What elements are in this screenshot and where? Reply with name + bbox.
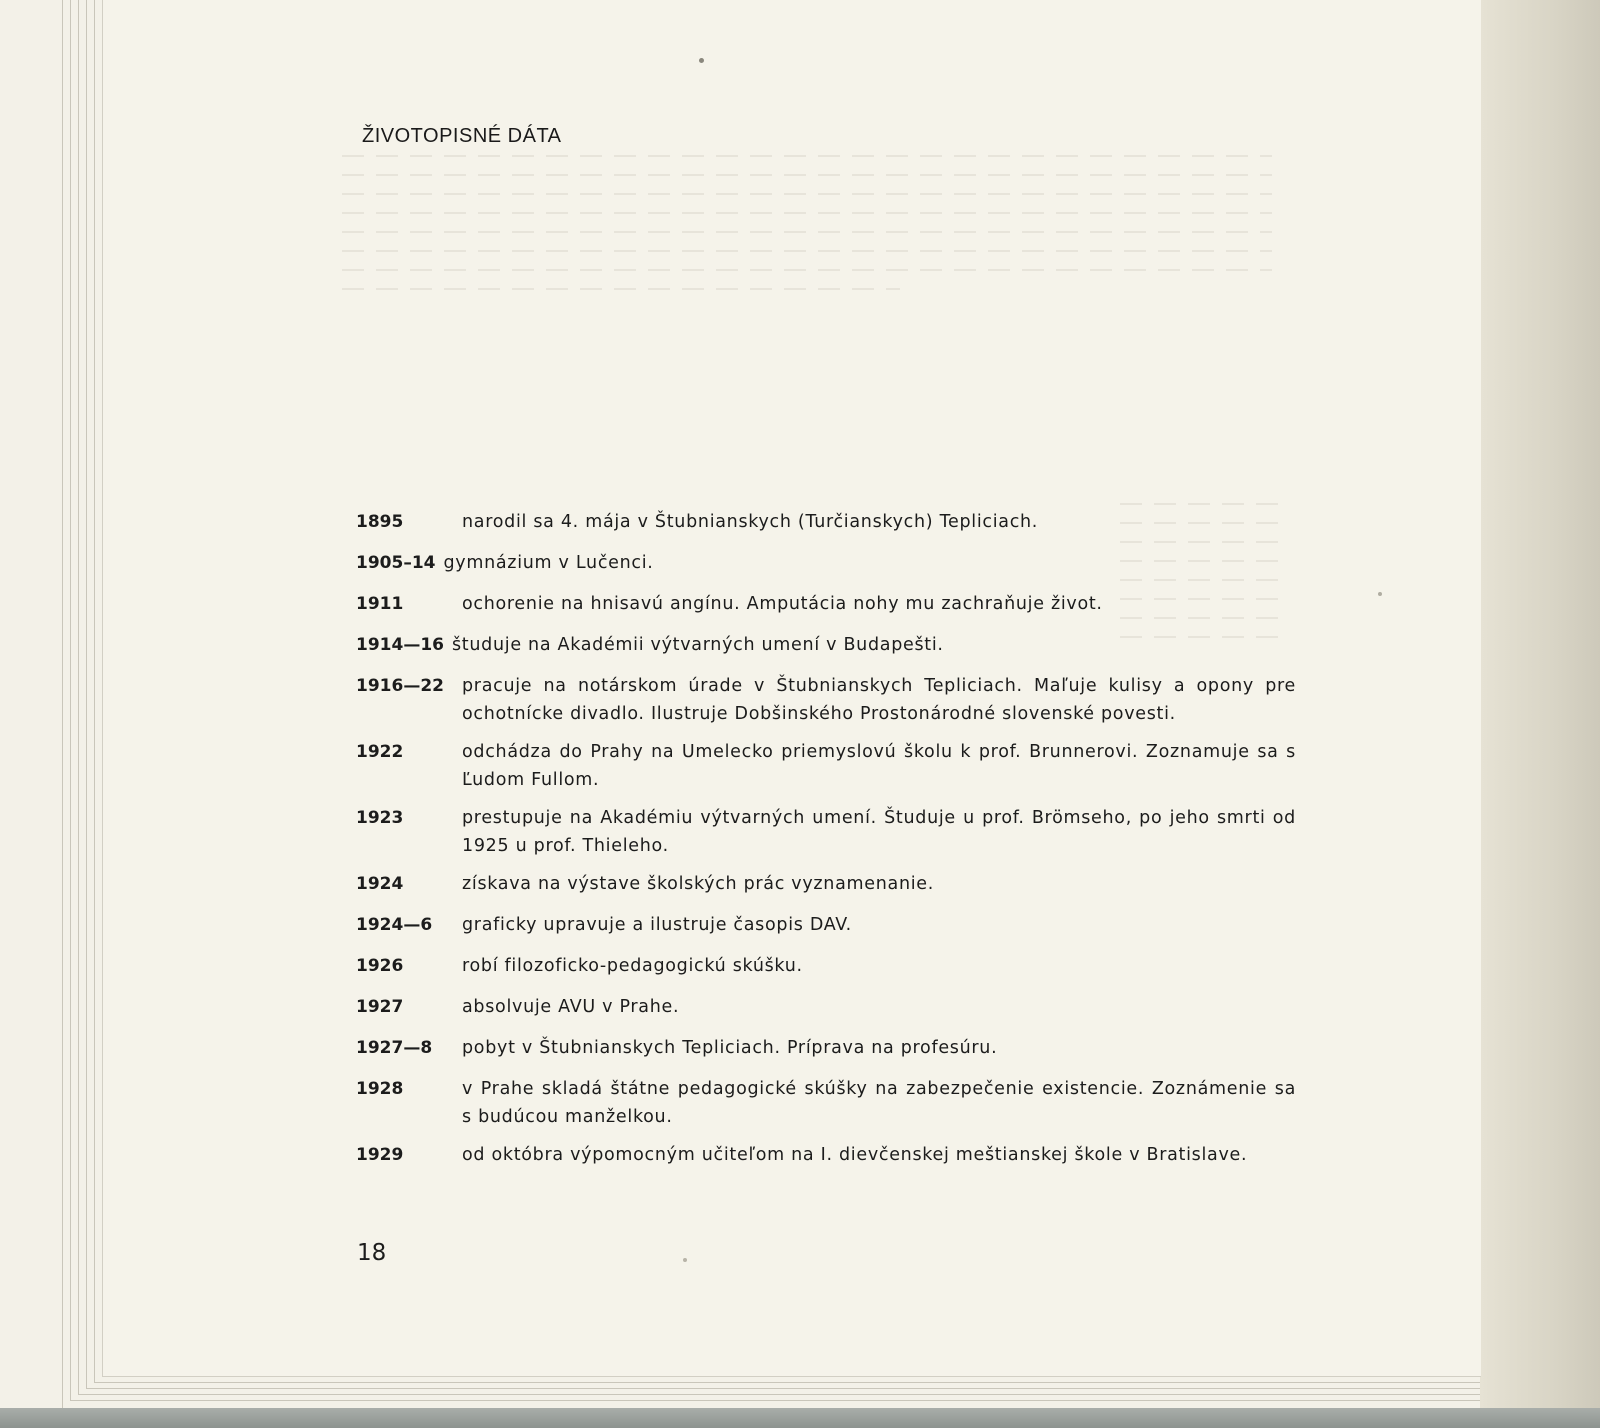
entry-text: prestupuje na Akadémiu výtvarných umení. Študuje u prof. Brömseho, po jeho smrti od 1925 u prof. Thieleho. <box>462 808 1296 856</box>
entry-year: 1914—16 <box>356 635 444 655</box>
timeline-entry <box>356 631 1296 659</box>
paper-speck <box>699 58 704 63</box>
timeline-entry <box>356 993 1296 1021</box>
entry-year: 1905–14 <box>356 553 436 573</box>
entry-text: odchádza do Prahy na Umelecko priemyslovú školu k prof. Brunnerovi. Zoznamuje sa s Ľudom Fullom. <box>462 742 1296 790</box>
entry-year: 1927 <box>356 997 404 1017</box>
timeline-entry <box>356 1075 1296 1131</box>
entry-year: 1895 <box>356 512 404 532</box>
timeline-entry <box>356 870 1296 898</box>
entry-text: pobyt v Štubnianskych Tepliciach. Príprava na profesúru. <box>462 1038 998 1058</box>
entry-year: 1911 <box>356 594 404 614</box>
entry-year: 1916—22 <box>356 676 444 696</box>
paper-speck <box>1378 592 1382 596</box>
show-through-text-top <box>342 138 1272 307</box>
timeline-entry <box>356 549 1296 577</box>
entry-text: ochorenie na hnisavú angínu. Amputácia nohy mu zachraňuje život. <box>462 594 1103 614</box>
timeline-entry <box>356 1034 1296 1062</box>
entry-year: 1926 <box>356 956 404 976</box>
page-heading: ŽIVOTOPISNÉ DÁTA <box>362 125 562 147</box>
entry-year: 1923 <box>356 808 404 828</box>
entry-text: absolvuje AVU v Prahe. <box>462 997 680 1017</box>
timeline-entry <box>356 1141 1296 1169</box>
entry-text: robí filozoficko-pedagogickú skúšku. <box>462 956 803 976</box>
timeline-entry <box>356 804 1296 860</box>
page-number: 18 <box>357 1240 387 1266</box>
entry-text: získava na výstave školských prác vyznamenanie. <box>462 874 935 894</box>
timeline-entry <box>356 590 1296 618</box>
entry-text: narodil sa 4. mája v Štubnianskych (Turčianskych) Tepliciach. <box>462 512 1039 532</box>
entry-year: 1924—6 <box>356 915 433 935</box>
entry-text: graficky upravuje a ilustruje časopis DAV. <box>462 915 852 935</box>
timeline-entry <box>356 952 1296 980</box>
timeline-entry <box>356 738 1296 794</box>
entry-text: gymnázium v Lučenci. <box>443 553 654 573</box>
timeline-entry <box>356 672 1296 728</box>
entry-text: pracuje na notárskom úrade v Štubnianskych Tepliciach. Maľuje kulisy a opony pre ochotnícke divadlo. Ilustruje Dobšinského Prostonárodné slovenské povesti. <box>462 676 1296 724</box>
biography-timeline <box>356 508 1296 1179</box>
entry-year: 1922 <box>356 742 404 762</box>
entry-year: 1929 <box>356 1145 404 1165</box>
scanner-bed-edge <box>0 1408 1600 1428</box>
entry-text: študuje na Akadémii výtvarných umení v Budapešti. <box>451 635 944 655</box>
entry-year: 1928 <box>356 1079 404 1099</box>
paper-speck <box>683 1258 687 1262</box>
timeline-entry <box>356 508 1296 536</box>
entry-year: 1924 <box>356 874 404 894</box>
entry-text: v Prahe skladá štátne pedagogické skúšky na zabezpečenie existencie. Zoznámenie sa s budúcou manželkou. <box>462 1079 1296 1127</box>
entry-text: od októbra výpomocným učiteľom na I. dievčenskej meštianskej škole v Bratislave. <box>462 1145 1248 1165</box>
entry-year: 1927—8 <box>356 1038 433 1058</box>
timeline-entry <box>356 911 1296 939</box>
book-gutter <box>1480 0 1600 1408</box>
